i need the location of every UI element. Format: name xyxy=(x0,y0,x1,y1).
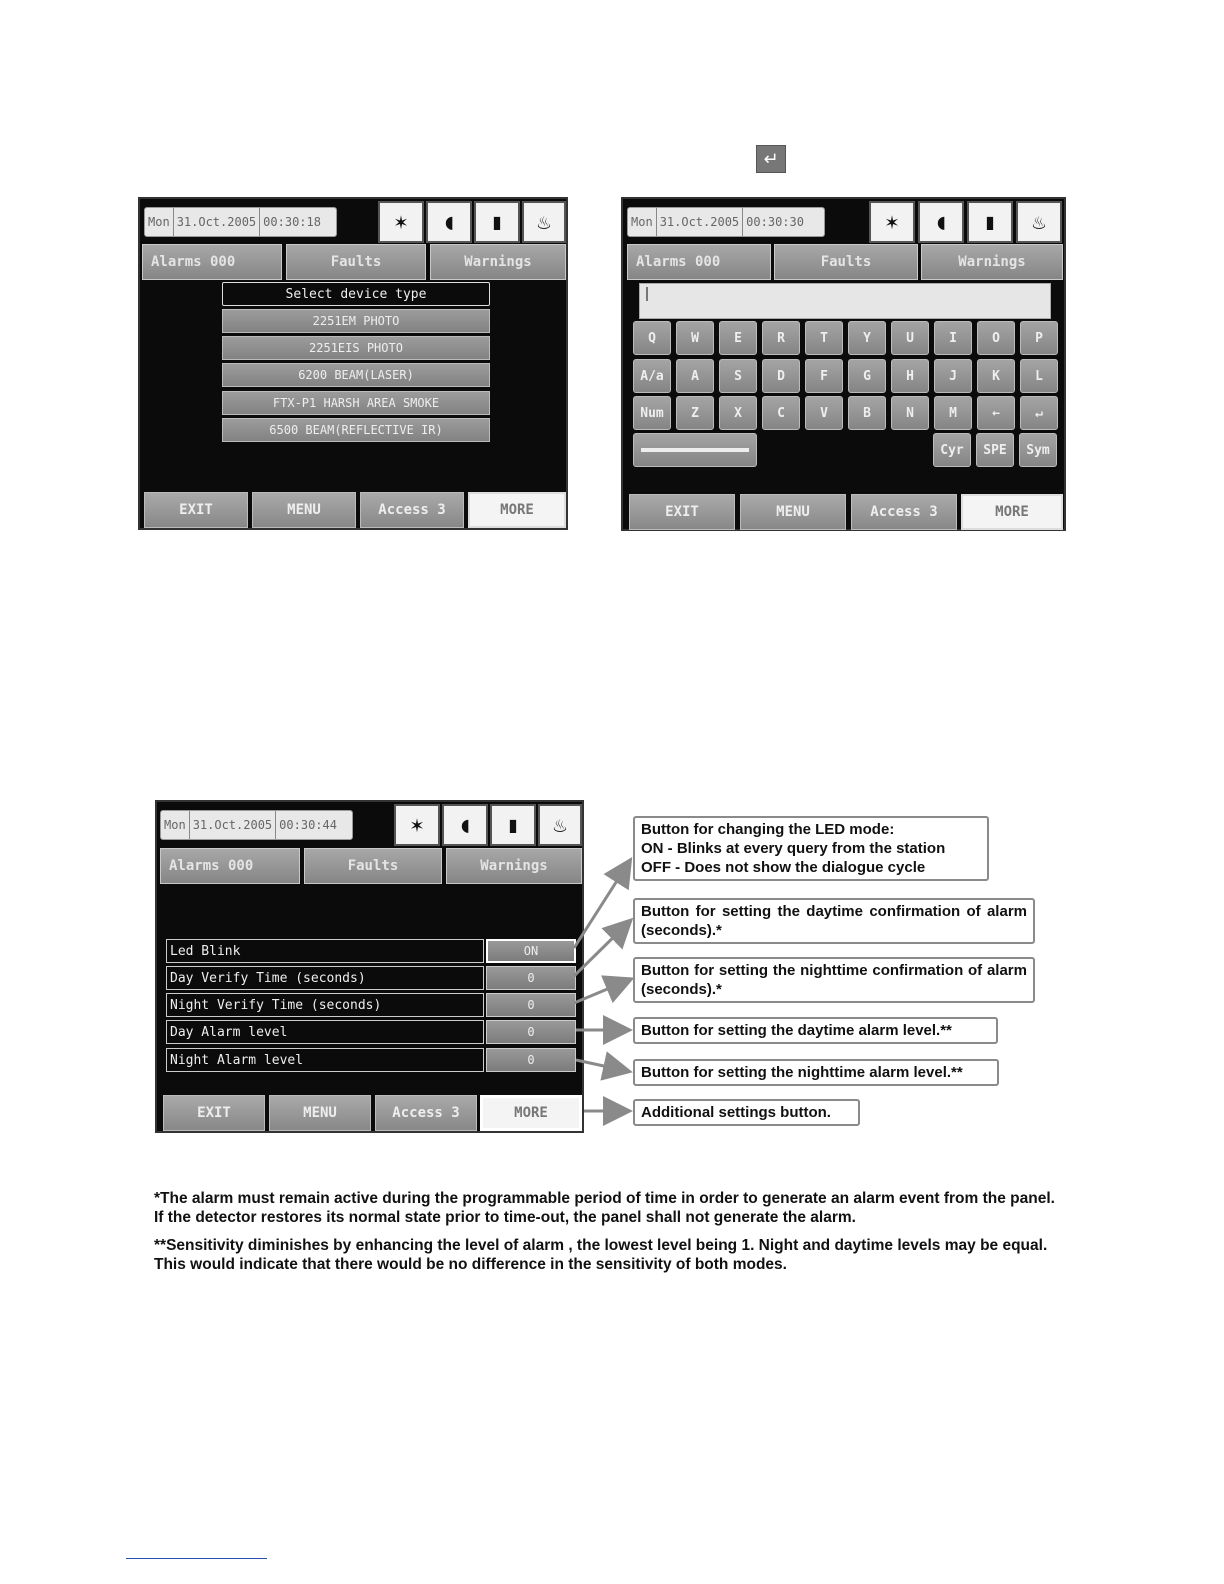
device-option[interactable]: 6500 BEAM(REFLECTIVE IR) xyxy=(222,418,490,442)
key-j[interactable]: J xyxy=(934,359,972,393)
key-a-a[interactable]: A/a xyxy=(633,359,671,393)
key-backspace[interactable]: ← xyxy=(977,396,1015,430)
callout-night-level xyxy=(633,1059,999,1086)
callout-more xyxy=(633,1099,860,1126)
day-label: Mon xyxy=(145,208,174,236)
sparkle-icon[interactable]: ✶ xyxy=(394,804,440,846)
tab-warnings[interactable]: Warnings xyxy=(921,244,1063,280)
select-device-title: Select device type xyxy=(222,282,490,306)
day-label: Mon xyxy=(161,811,190,839)
extinguisher-icon[interactable]: ▮ xyxy=(967,201,1013,243)
key-f[interactable]: F xyxy=(805,359,843,393)
key-u[interactable]: U xyxy=(891,321,929,355)
sparkle-icon[interactable]: ✶ xyxy=(869,201,915,243)
device-option[interactable]: 2251EM PHOTO xyxy=(222,309,490,333)
key-num[interactable]: Num xyxy=(633,396,671,430)
callout-led-mode xyxy=(633,816,989,881)
key-l[interactable]: L xyxy=(1020,359,1058,393)
access-button[interactable]: Access 3 xyxy=(851,494,957,530)
key-v[interactable]: V xyxy=(805,396,843,430)
special-key[interactable]: SPE xyxy=(976,433,1014,467)
exit-button[interactable]: EXIT xyxy=(163,1095,265,1131)
key-b[interactable]: B xyxy=(848,396,886,430)
arrow-led-mode xyxy=(574,862,629,948)
key-z[interactable]: Z xyxy=(676,396,714,430)
key-p[interactable]: P xyxy=(1020,321,1058,355)
enter-key-icon: ↵ xyxy=(756,145,786,173)
key-enter[interactable]: ↵ xyxy=(1020,396,1058,430)
date-label: 31.Oct.2005 xyxy=(174,208,260,236)
key-q[interactable]: Q xyxy=(633,321,671,355)
cyrillic-key[interactable]: Cyr xyxy=(933,433,971,467)
access-button[interactable]: Access 3 xyxy=(375,1095,477,1131)
key-e[interactable]: E xyxy=(719,321,757,355)
date-label: 31.Oct.2005 xyxy=(190,811,276,839)
arrow-night-confirm xyxy=(574,980,629,1003)
menu-button[interactable]: MENU xyxy=(269,1095,371,1131)
day-alarm-level-button[interactable]: 0 xyxy=(486,1020,576,1044)
key-n[interactable]: N xyxy=(891,396,929,430)
fire-icon[interactable]: ♨ xyxy=(1016,201,1062,243)
tab-faults[interactable]: Faults xyxy=(286,244,426,280)
speaker-icon[interactable]: ◖ xyxy=(918,201,964,243)
key-x[interactable]: X xyxy=(719,396,757,430)
setting-label: Night Verify Time (seconds) xyxy=(166,993,484,1017)
callout-line: Button for changing the LED mode: xyxy=(641,821,895,838)
day-verify-button[interactable]: 0 xyxy=(486,966,576,990)
callout-text: Button for setting the daytime confirmation of alarm (seconds).* xyxy=(641,903,1027,939)
tab-warnings[interactable]: Warnings xyxy=(446,848,582,884)
tab-warnings[interactable]: Warnings xyxy=(430,244,566,280)
fire-icon[interactable]: ♨ xyxy=(538,804,582,846)
speaker-icon[interactable]: ◖ xyxy=(426,201,472,243)
day-label: Mon xyxy=(628,208,657,236)
callout-night-confirm xyxy=(633,957,1035,1003)
menu-button[interactable]: MENU xyxy=(740,494,846,530)
callout-line: ON - Blinks at every query from the station xyxy=(641,840,946,857)
time-label: 00:30:44 xyxy=(279,818,337,832)
more-button[interactable]: MORE xyxy=(961,494,1063,530)
led-blink-button[interactable]: ON xyxy=(486,939,576,963)
arrow-night-level xyxy=(576,1060,627,1071)
key-c[interactable]: C xyxy=(762,396,800,430)
key-g[interactable]: G xyxy=(848,359,886,393)
more-button[interactable]: MORE xyxy=(468,492,566,528)
tab-faults[interactable]: Faults xyxy=(304,848,442,884)
exit-button[interactable]: EXIT xyxy=(629,494,735,530)
device-option[interactable]: 6200 BEAM(LASER) xyxy=(222,363,490,387)
setting-label: Day Verify Time (seconds) xyxy=(166,966,484,990)
setting-label: Day Alarm level xyxy=(166,1020,484,1044)
symbol-key[interactable]: Sym xyxy=(1019,433,1057,467)
key-s[interactable]: S xyxy=(719,359,757,393)
fire-icon[interactable]: ♨ xyxy=(522,201,566,243)
exit-button[interactable]: EXIT xyxy=(144,492,248,528)
callout-line: OFF - Does not show the dialogue cycle xyxy=(641,859,926,876)
callout-day-confirm xyxy=(633,898,1035,944)
tab-alarms[interactable]: Alarms 000 xyxy=(142,244,282,280)
night-verify-button[interactable]: 0 xyxy=(486,993,576,1017)
menu-button[interactable]: MENU xyxy=(252,492,356,528)
callout-text: Additional settings button. xyxy=(641,1104,831,1121)
key-i[interactable]: I xyxy=(934,321,972,355)
more-button[interactable]: MORE xyxy=(480,1095,582,1131)
time-label: 00:30:18 xyxy=(263,215,321,229)
callout-text: Button for setting the nighttime alarm level.** xyxy=(641,1064,963,1081)
key-y[interactable]: Y xyxy=(848,321,886,355)
tab-faults[interactable]: Faults xyxy=(774,244,918,280)
speaker-icon[interactable]: ◖ xyxy=(442,804,488,846)
date-label: 31.Oct.2005 xyxy=(657,208,743,236)
tab-alarms[interactable]: Alarms 000 xyxy=(160,848,300,884)
extinguisher-icon[interactable]: ▮ xyxy=(474,201,520,243)
extinguisher-icon[interactable]: ▮ xyxy=(490,804,536,846)
footnote-single-asterisk: *The alarm must remain active during the programmable period of time in order to generate an alarm event from the panel. If the detector restores its normal state prior to time-out, the panel shall not generate the alarm. xyxy=(154,1190,1055,1226)
footer-rule xyxy=(126,1558,267,1559)
sparkle-icon[interactable]: ✶ xyxy=(378,201,424,243)
time-label: 00:30:30 xyxy=(746,215,804,229)
callout-text: Button for setting the daytime alarm level.** xyxy=(641,1022,952,1039)
key-d[interactable]: D xyxy=(762,359,800,393)
key-o[interactable]: O xyxy=(977,321,1015,355)
setting-label: Led Blink xyxy=(166,939,484,963)
key-m[interactable]: M xyxy=(934,396,972,430)
arrow-day-confirm xyxy=(574,922,629,976)
key-a[interactable]: A xyxy=(676,359,714,393)
footnote-double-asterisk: **Sensitivity diminishes by enhancing the level of alarm , the lowest level being 1. Night and daytime levels may be equal. This would indicate that there would be no difference in the sensitivity of both modes. xyxy=(154,1237,1048,1273)
key-r[interactable]: R xyxy=(762,321,800,355)
setting-label: Night Alarm level xyxy=(166,1048,484,1072)
access-button[interactable]: Access 3 xyxy=(360,492,464,528)
device-option[interactable]: FTX-P1 HARSH AREA SMOKE xyxy=(222,391,490,415)
key-t[interactable]: T xyxy=(805,321,843,355)
key-k[interactable]: K xyxy=(977,359,1015,393)
callout-day-level xyxy=(633,1017,998,1044)
night-alarm-level-button[interactable]: 0 xyxy=(486,1048,576,1072)
key-w[interactable]: W xyxy=(676,321,714,355)
tab-alarms[interactable]: Alarms 000 xyxy=(627,244,771,280)
key-h[interactable]: H xyxy=(891,359,929,393)
device-option[interactable]: 2251EIS PHOTO xyxy=(222,336,490,360)
callout-text: Button for setting the nighttime confirmation of alarm (seconds).* xyxy=(641,962,1027,998)
